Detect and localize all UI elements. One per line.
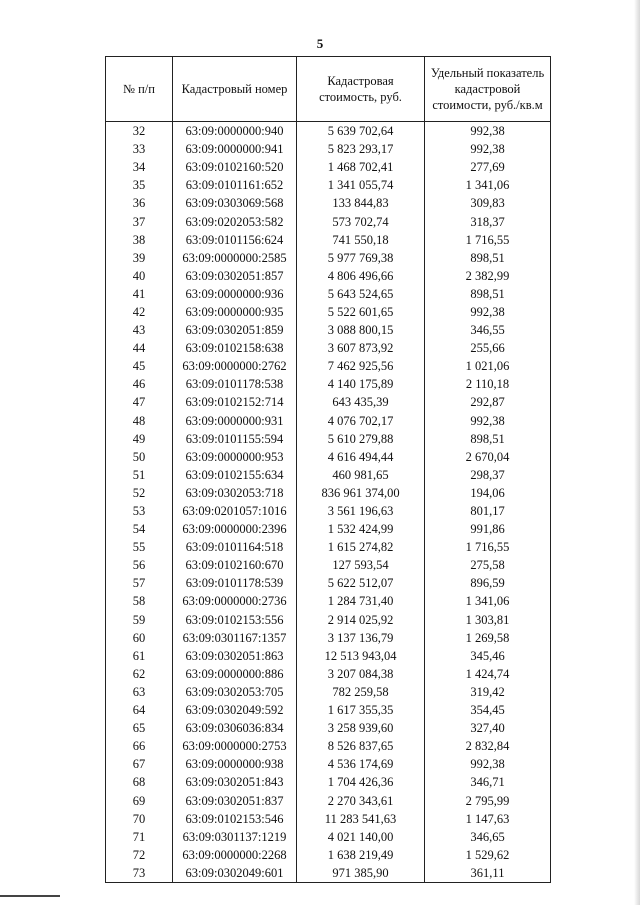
cadastral-number: 63:09:0101155:594 (173, 430, 297, 448)
cadastral-value: 3 607 873,92 (297, 339, 425, 357)
specific-indicator: 194,06 (425, 484, 551, 502)
specific-indicator: 2 832,84 (425, 737, 551, 755)
table-row (106, 303, 551, 321)
table-row (106, 231, 551, 249)
cadastral-number: 63:09:0101156:624 (173, 231, 297, 249)
cadastral-value: 3 088 800,15 (297, 321, 425, 339)
cadastral-value: 836 961 374,00 (297, 484, 425, 502)
cadastral-number: 63:09:0303069:568 (173, 194, 297, 212)
cadastral-number: 63:09:0302053:705 (173, 683, 297, 701)
cadastral-number: 63:09:0302053:718 (173, 484, 297, 502)
page-number: 5 (316, 36, 324, 51)
specific-indicator: 992,38 (425, 755, 551, 773)
cadastral-value: 5 643 524,65 (297, 285, 425, 303)
specific-indicator: 346,65 (425, 828, 551, 846)
cadastral-value: 5 610 279,88 (297, 430, 425, 448)
cadastral-number: 63:09:0000000:2736 (173, 592, 297, 610)
specific-indicator: 801,17 (425, 502, 551, 520)
row-number: 64 (106, 701, 173, 719)
cadastral-value: 12 513 943,04 (297, 647, 425, 665)
specific-indicator: 1 341,06 (425, 176, 551, 194)
header-num: № п/п (106, 57, 173, 122)
row-number: 33 (106, 140, 173, 158)
cadastral-number: 63:09:0102160:670 (173, 556, 297, 574)
row-number: 44 (106, 339, 173, 357)
cadastral-table (105, 56, 551, 883)
specific-indicator: 2 110,18 (425, 375, 551, 393)
cadastral-number: 63:09:0000000:938 (173, 755, 297, 773)
specific-indicator: 327,40 (425, 719, 551, 737)
table-row (106, 212, 551, 230)
row-number: 70 (106, 810, 173, 828)
cadastral-number: 63:09:0302051:857 (173, 267, 297, 285)
specific-indicator: 2 382,99 (425, 267, 551, 285)
row-number: 65 (106, 719, 173, 737)
cadastral-value: 5 823 293,17 (297, 140, 425, 158)
row-number: 66 (106, 737, 173, 755)
specific-indicator: 991,86 (425, 520, 551, 538)
cadastral-number: 63:09:0000000:953 (173, 448, 297, 466)
row-number: 67 (106, 755, 173, 773)
cadastral-value: 7 462 925,56 (297, 357, 425, 375)
specific-indicator: 2 795,99 (425, 791, 551, 809)
cadastral-number: 63:09:0302051:859 (173, 321, 297, 339)
specific-indicator: 1 424,74 (425, 665, 551, 683)
specific-indicator: 2 670,04 (425, 448, 551, 466)
cadastral-value: 3 137 136,79 (297, 629, 425, 647)
table-row (106, 755, 551, 773)
cadastral-value: 1 617 355,35 (297, 701, 425, 719)
table-body (106, 122, 551, 883)
table-row (106, 574, 551, 592)
cadastral-value: 4 021 140,00 (297, 828, 425, 846)
specific-indicator: 1 529,62 (425, 846, 551, 864)
table-row (106, 828, 551, 846)
row-number: 35 (106, 176, 173, 194)
specific-indicator: 1 269,58 (425, 629, 551, 647)
cadastral-number: 63:09:0102155:634 (173, 466, 297, 484)
cadastral-number: 63:09:0000000:941 (173, 140, 297, 158)
cadastral-value: 1 341 055,74 (297, 176, 425, 194)
row-number: 58 (106, 592, 173, 610)
row-number: 49 (106, 430, 173, 448)
specific-indicator: 1 021,06 (425, 357, 551, 375)
table-row (106, 249, 551, 267)
row-number: 52 (106, 484, 173, 502)
specific-indicator: 992,38 (425, 140, 551, 158)
table-row (106, 448, 551, 466)
table-row (106, 773, 551, 791)
cadastral-number: 63:09:0302051:837 (173, 791, 297, 809)
row-number: 39 (106, 249, 173, 267)
row-number: 43 (106, 321, 173, 339)
table-row (106, 375, 551, 393)
cadastral-number: 63:09:0101161:652 (173, 176, 297, 194)
cadastral-number: 63:09:0306036:834 (173, 719, 297, 737)
cadastral-number: 63:09:0000000:886 (173, 665, 297, 683)
specific-indicator: 898,51 (425, 249, 551, 267)
cadastral-number: 63:09:0000000:2585 (173, 249, 297, 267)
table-row (106, 466, 551, 484)
row-number: 36 (106, 194, 173, 212)
cadastral-value: 4 536 174,69 (297, 755, 425, 773)
cadastral-number: 63:09:0102160:520 (173, 158, 297, 176)
table-row (106, 556, 551, 574)
cadastral-value: 1 638 219,49 (297, 846, 425, 864)
specific-indicator: 361,11 (425, 864, 551, 883)
specific-indicator: 345,46 (425, 647, 551, 665)
row-number: 62 (106, 665, 173, 683)
cadastral-value: 5 622 512,07 (297, 574, 425, 592)
cadastral-number: 63:09:0102158:638 (173, 339, 297, 357)
cadastral-number: 63:09:0302051:863 (173, 647, 297, 665)
row-number: 51 (106, 466, 173, 484)
table-row (106, 791, 551, 809)
cadastral-value: 3 207 084,38 (297, 665, 425, 683)
row-number: 57 (106, 574, 173, 592)
table-row (106, 140, 551, 158)
row-number: 59 (106, 611, 173, 629)
cadastral-number: 63:09:0000000:2268 (173, 846, 297, 864)
cadastral-value: 4 140 175,89 (297, 375, 425, 393)
row-number: 37 (106, 212, 173, 230)
header-specific-indicator: Удельный показатель кадастровой стоимости, руб./кв.м (425, 57, 551, 122)
table-row (106, 339, 551, 357)
row-number: 68 (106, 773, 173, 791)
cadastral-value: 5 522 601,65 (297, 303, 425, 321)
table-row (106, 737, 551, 755)
cadastral-value: 5 977 769,38 (297, 249, 425, 267)
cadastral-value: 2 270 343,61 (297, 791, 425, 809)
cadastral-value: 643 435,39 (297, 393, 425, 411)
table-row (106, 321, 551, 339)
table-row (106, 683, 551, 701)
table-row (106, 864, 551, 883)
specific-indicator: 1 716,55 (425, 538, 551, 556)
row-number: 40 (106, 267, 173, 285)
cadastral-value: 1 284 731,40 (297, 592, 425, 610)
cadastral-number: 63:09:0000000:936 (173, 285, 297, 303)
specific-indicator: 1 303,81 (425, 611, 551, 629)
row-number: 32 (106, 122, 173, 141)
table-row (106, 592, 551, 610)
cadastral-value: 573 702,74 (297, 212, 425, 230)
specific-indicator: 1 716,55 (425, 231, 551, 249)
row-number: 42 (106, 303, 173, 321)
specific-indicator: 292,87 (425, 393, 551, 411)
cadastral-number: 63:09:0000000:931 (173, 412, 297, 430)
table-row (106, 430, 551, 448)
cadastral-value: 741 550,18 (297, 231, 425, 249)
table-row (106, 194, 551, 212)
cadastral-number: 63:09:0202053:582 (173, 212, 297, 230)
specific-indicator: 992,38 (425, 122, 551, 141)
cadastral-number: 63:09:0301167:1357 (173, 629, 297, 647)
specific-indicator: 277,69 (425, 158, 551, 176)
specific-indicator: 255,66 (425, 339, 551, 357)
table-header-row (106, 57, 551, 122)
specific-indicator: 318,37 (425, 212, 551, 230)
specific-indicator: 992,38 (425, 412, 551, 430)
table-row (106, 285, 551, 303)
scan-artifact-line (0, 895, 640, 897)
cadastral-number: 63:09:0102153:556 (173, 611, 297, 629)
table-row (106, 520, 551, 538)
cadastral-value: 4 806 496,66 (297, 267, 425, 285)
table-row (106, 611, 551, 629)
cadastral-value: 5 639 702,64 (297, 122, 425, 141)
cadastral-number: 63:09:0000000:935 (173, 303, 297, 321)
header-cadastral-value: Кадастровая стоимость, руб. (297, 57, 425, 122)
table-row (106, 267, 551, 285)
cadastral-value: 782 259,58 (297, 683, 425, 701)
cadastral-value: 2 914 025,92 (297, 611, 425, 629)
row-number: 60 (106, 629, 173, 647)
row-number: 53 (106, 502, 173, 520)
specific-indicator: 1 147,63 (425, 810, 551, 828)
cadastral-number: 63:09:0201057:1016 (173, 502, 297, 520)
specific-indicator: 319,42 (425, 683, 551, 701)
table-row (106, 665, 551, 683)
table-row (106, 502, 551, 520)
cadastral-number: 63:09:0000000:940 (173, 122, 297, 141)
row-number: 54 (106, 520, 173, 538)
table-row (106, 846, 551, 864)
cadastral-number: 63:09:0000000:2396 (173, 520, 297, 538)
cadastral-number: 63:09:0302049:592 (173, 701, 297, 719)
row-number: 45 (106, 357, 173, 375)
cadastral-value: 133 844,83 (297, 194, 425, 212)
cadastral-value: 3 561 196,63 (297, 502, 425, 520)
table-row (106, 393, 551, 411)
table-row (106, 538, 551, 556)
row-number: 55 (106, 538, 173, 556)
cadastral-value: 1 468 702,41 (297, 158, 425, 176)
row-number: 48 (106, 412, 173, 430)
row-number: 69 (106, 791, 173, 809)
cadastral-number: 63:09:0102153:546 (173, 810, 297, 828)
cadastral-value: 1 704 426,36 (297, 773, 425, 791)
table-row (106, 484, 551, 502)
row-number: 71 (106, 828, 173, 846)
specific-indicator: 992,38 (425, 303, 551, 321)
table-row (106, 412, 551, 430)
row-number: 63 (106, 683, 173, 701)
cadastral-number: 63:09:0101178:538 (173, 375, 297, 393)
row-number: 41 (106, 285, 173, 303)
specific-indicator: 346,71 (425, 773, 551, 791)
cadastral-number: 63:09:0102152:714 (173, 393, 297, 411)
row-number: 61 (106, 647, 173, 665)
cadastral-value: 11 283 541,63 (297, 810, 425, 828)
row-number: 38 (106, 231, 173, 249)
specific-indicator: 896,59 (425, 574, 551, 592)
table-row (106, 629, 551, 647)
table-row (106, 122, 551, 141)
row-number: 34 (106, 158, 173, 176)
cadastral-value: 1 532 424,99 (297, 520, 425, 538)
cadastral-number: 63:09:0000000:2762 (173, 357, 297, 375)
row-number: 72 (106, 846, 173, 864)
table-row (106, 810, 551, 828)
table-row (106, 647, 551, 665)
cadastral-value: 3 258 939,60 (297, 719, 425, 737)
cadastral-number: 63:09:0000000:2753 (173, 737, 297, 755)
row-number: 46 (106, 375, 173, 393)
table-row (106, 357, 551, 375)
specific-indicator: 346,55 (425, 321, 551, 339)
row-number: 73 (106, 864, 173, 883)
specific-indicator: 275,58 (425, 556, 551, 574)
cadastral-value: 4 076 702,17 (297, 412, 425, 430)
cadastral-value: 460 981,65 (297, 466, 425, 484)
specific-indicator: 298,37 (425, 466, 551, 484)
specific-indicator: 1 341,06 (425, 592, 551, 610)
specific-indicator: 898,51 (425, 430, 551, 448)
cadastral-number: 63:09:0302049:601 (173, 864, 297, 883)
specific-indicator: 898,51 (425, 285, 551, 303)
cadastral-number: 63:09:0301137:1219 (173, 828, 297, 846)
table-row (106, 176, 551, 194)
cadastral-value: 8 526 837,65 (297, 737, 425, 755)
scan-edge-shadow (634, 0, 640, 905)
cadastral-number: 63:09:0101178:539 (173, 574, 297, 592)
row-number: 56 (106, 556, 173, 574)
row-number: 50 (106, 448, 173, 466)
cadastral-number: 63:09:0101164:518 (173, 538, 297, 556)
cadastral-number: 63:09:0302051:843 (173, 773, 297, 791)
specific-indicator: 309,83 (425, 194, 551, 212)
header-cadastral-number: Кадастровый номер (173, 57, 297, 122)
cadastral-value: 127 593,54 (297, 556, 425, 574)
table-row (106, 701, 551, 719)
table-row (106, 719, 551, 737)
table-row (106, 158, 551, 176)
cadastral-value: 1 615 274,82 (297, 538, 425, 556)
specific-indicator: 354,45 (425, 701, 551, 719)
cadastral-value: 4 616 494,44 (297, 448, 425, 466)
row-number: 47 (106, 393, 173, 411)
cadastral-value: 971 385,90 (297, 864, 425, 883)
